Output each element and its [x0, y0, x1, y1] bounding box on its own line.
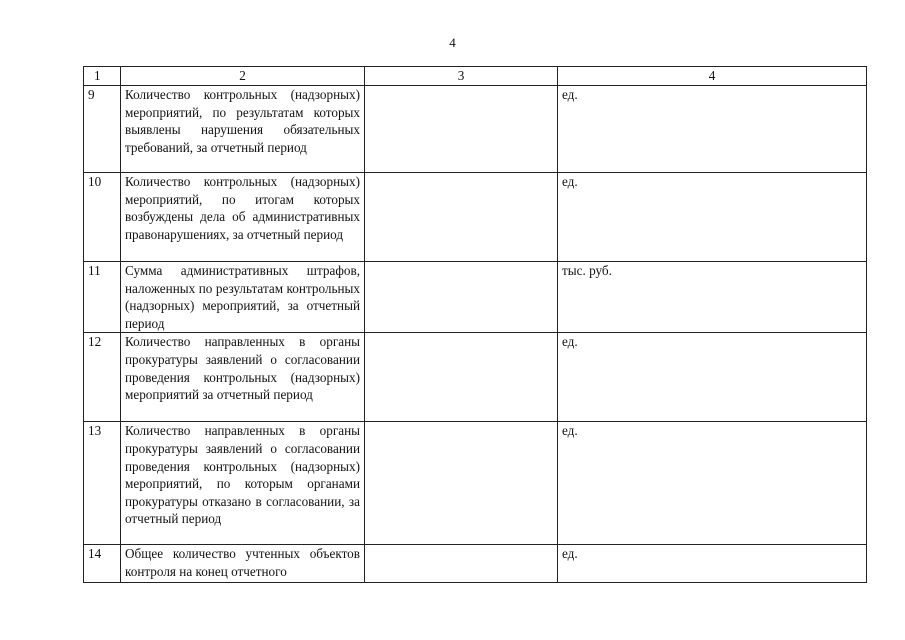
- header-row: [84, 67, 867, 86]
- row-description: Количество направленных в органы прокуратуры заявлений о согласовании проведения контрольных (надзорных) мероприятий за отчетный период: [121, 333, 365, 422]
- row-value: [365, 262, 558, 333]
- row-number: 13: [84, 422, 121, 545]
- table-body: [84, 86, 867, 583]
- row-value: [365, 545, 558, 583]
- row-unit: ед.: [558, 86, 867, 173]
- row-value: [365, 86, 558, 173]
- row-description: Сумма административных штрафов, наложенных по результатам контрольных (надзорных) мероприятий, за отчетный период: [121, 262, 365, 333]
- row-value: [365, 173, 558, 262]
- column-header-3: 3: [365, 67, 558, 86]
- row-unit: тыс. руб.: [558, 262, 867, 333]
- report-table: [83, 66, 867, 583]
- table-row: [84, 333, 867, 422]
- column-header-2: 2: [121, 67, 365, 86]
- table-row: [84, 173, 867, 262]
- row-number: 11: [84, 262, 121, 333]
- table-row: [84, 262, 867, 333]
- row-number: 14: [84, 545, 121, 583]
- row-description: Количество контрольных (надзорных) мероприятий, по результатам которых выявлены нарушения обязательных требований, за отчетный период: [121, 86, 365, 173]
- row-unit: ед.: [558, 422, 867, 545]
- row-value: [365, 422, 558, 545]
- table-row: [84, 545, 867, 583]
- row-unit: ед.: [558, 173, 867, 262]
- row-description: Количество контрольных (надзорных) мероприятий, по итогам которых возбуждены дела об административных правонарушениях, за отчетный период: [121, 173, 365, 262]
- row-unit: ед.: [558, 333, 867, 422]
- row-description: Количество направленных в органы прокуратуры заявлений о согласовании проведения контрольных (надзорных) мероприятий, по которым органами прокуратуры отказано в согласовании, за отчетный период: [121, 422, 365, 545]
- row-unit: ед.: [558, 545, 867, 583]
- row-description: Общее количество учтенных объектов контроля на конец отчетного: [121, 545, 365, 583]
- row-number: 10: [84, 173, 121, 262]
- table-header: [84, 67, 867, 86]
- row-number: 9: [84, 86, 121, 173]
- table-row: [84, 86, 867, 173]
- row-value: [365, 333, 558, 422]
- column-header-1: 1: [84, 67, 121, 86]
- page-number: 4: [449, 35, 456, 50]
- column-header-4: 4: [558, 67, 867, 86]
- table-row: [84, 422, 867, 545]
- row-number: 12: [84, 333, 121, 422]
